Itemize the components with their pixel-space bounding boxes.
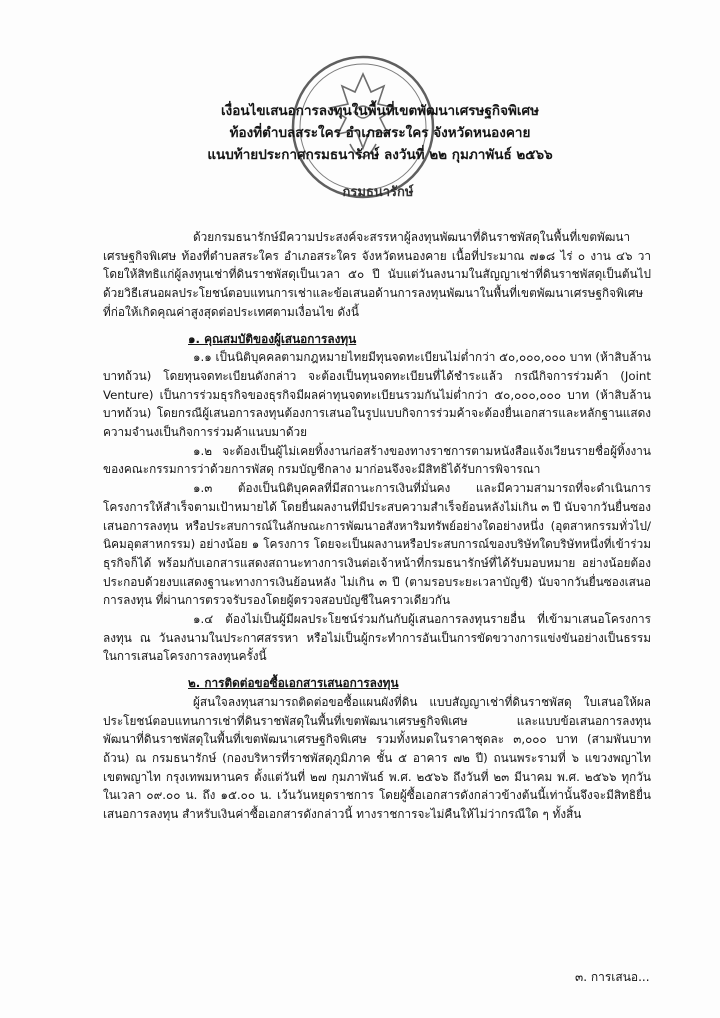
section-1-item-4: ๑.๔ ต้องไม่เป็นผู้มีผลประโยชน์ร่วมกันกับผู้เสนอการลงทุนรายอื่น ที่เข้ามาเสนอโครงการลงทุน ณ วันลงนามในประกาศสรรหา หรือไม่เป็นผู้กระทำการอันเป็นการขัดขวางการแข่งขันอย่างเป็นธรรมในการเสนอโครงการลงทุนครั้งนี้: [103, 612, 651, 664]
section-2-title: ๒. การติดต่อขอซื้อเอกสารเสนอการลงทุน: [188, 676, 399, 691]
continuation-note: ๓. การเสนอ...: [575, 970, 650, 984]
intro-paragraph: ด้วยกรมธนารักษ์มีความประสงค์จะสรรหาผู้ลงทุนพัฒนาที่ดินราชพัสดุในพื้นที่เขตพัฒนาเศรษฐกิจพิเศษ ท้องที่ตำบลสระใคร อำเภอสระใคร จังหวัดหนองคาย เนื้อที่ประมาณ ๗๑๘ ไร่ ๐ งาน ๔๖ วา โดยให้สิทธิแก่ผู้ลงทุนเช่าที่ดินราชพัสดุเป็นเวลา ๕๐ ปี นับแต่วันลงนามในสัญญาเช่าที่ดินราชพัสดุเป็นต้นไป ด้วยวิธีเสนอผลประโยชน์ตอบแทนการเช่าและข้อเสนอด้านการลงทุนพัฒนาในพื้นที่เขตพัฒนาเศรษฐกิจพิเศษ ที่ก่อให้เกิดคุณค่าสูงสุดต่อประเทศตามเงื่อนไข ดังนี้: [103, 230, 651, 319]
section-1-title: ๑. คุณสมบัติของผู้เสนอการลงทุน: [188, 331, 357, 346]
seal-label: กรมธนารักษ์: [342, 185, 414, 200]
section-1-item-1: ๑.๑ เป็นนิติบุคคลตามกฎหมายไทยมีทุนจดทะเบียนไม่ต่ำกว่า ๕๐,๐๐๐,๐๐๐ บาท (ห้าสิบล้านบาทถ้วน) โดยทุนจดทะเบียนดังกล่าว จะต้องเป็นทุนจดทะเบียนที่ได้ชำระแล้ว กรณีกิจการร่วมค้า (Joint Venture) เป็นการร่วมธุรกิจของธุรกิจมีผลค่าทุนจดทะเบียนรวมกันไม่ต่ำกว่า ๕๐,๐๐๐,๐๐๐ บาท (ห้าสิบล้านบาทถ้วน) โดยกรณีผู้เสนอการลงทุนต้องการเสนอในรูปแบบกิจการร่วมค้าจะต้องยื่นเอกสารและหลักฐานแสดงความจำนงเป็นกิจการร่วมค้าแนบมาด้วย: [103, 350, 651, 440]
section-1-item-2: ๑.๒ จะต้องเป็นผู้ไม่เคยทิ้งงานก่อสร้างของทางราชการตามหนังสือแจ้งเวียนรายชื่อผู้ทิ้งงานของคณะกรรมการว่าด้วยการพัสดุ กรมบัญชีกลาง มาก่อนจึงจะมีสิทธิได้รับการพิจารณา: [103, 443, 651, 477]
header-line-1: เงื่อนไขเสนอการลงทุนในพื้นที่เขตพัฒนาเศรษฐกิจพิเศษ: [221, 103, 539, 119]
header-line-3: แนบท้ายประกาศกรมธนารักษ์ ลงวันที่ ๒๒ กุมภาพันธ์ ๒๕๖๖: [207, 147, 553, 163]
document-body: [103, 228, 651, 824]
section-1-item-3: ๑.๓ ต้องเป็นนิติบุคคลที่มีสถานะการเงินที่มั่นคง และมีความสามารถที่จะดำเนินการโครงการให้สำเร็จตามเป้าหมายได้ โดยยื่นผลงานที่มีประสบความสำเร็จย้อนหลังไม่เกิน ๓ ปี นับจากวันยื่นซองเสนอการลงทุน หรือประสบการณ์ในลักษณะการพัฒนาอสังหาริมทรัพย์อย่างใดอย่างหนึ่ง (อุตสาหกรรมทั่วไป/นิคมอุตสาหกรรม) อย่างน้อย ๑ โครงการ โดยจะเป็นผลงานหรือประสบการณ์ของบริษัทใดบริษัทหนึ่งที่เข้าร่วมธุรกิจก็ได้ พร้อมกับเอกสารแสดงสถานะทางการเงินต่อเจ้าหน้าที่กรมธนารักษ์ที่ได้รับมอบหมาย อย่างน้อยต้องประกอบด้วยงบแสดงฐานะทางการเงินย้อนหลัง ไม่เกิน ๓ ปี (ตามรอบระยะเวลาบัญชี) นับจากวันยื่นซองเสนอการลงทุน ที่ผ่านการตรวจรับรองโดยผู้ตรวจสอบบัญชีในคราวเดียวกัน: [103, 481, 651, 608]
section-2-body: ผู้สนใจลงทุนสามารถติดต่อขอซื้อแผนผังที่ดิน แบบสัญญาเช่าที่ดินราชพัสดุ ใบเสนอให้ผลประโยชน์ตอบแทนการเช่าที่ดินราชพัสดุในพื้นที่เขตพัฒนาเศรษฐกิจพิเศษ และแบบข้อเสนอการลงทุนพัฒนาที่ดินราชพัสดุในพื้นที่เขตพัฒนาเศรษฐกิจพิเศษ รวมทั้งหมดในราคาชุดละ ๓,๐๐๐ บาท (สามพันบาทถ้วน) ณ กรมธนารักษ์ (กองบริหารที่ราชพัสดุภูมิภาค ชั้น ๕ อาคาร ๗๒ ปี) ถนนพระรามที่ ๖ แขวงพญาไท เขตพญาไท กรุงเทพมหานคร ตั้งแต่วันที่ ๒๗ กุมภาพันธ์ พ.ศ. ๒๕๖๖ ถึงวันที่ ๒๓ มีนาคม พ.ศ. ๒๕๖๖ ทุกวันในเวลา ๐๙.๐๐ น. ถึง ๑๕.๐๐ น. เว้นวันหยุดราชการ โดยผู้ซื้อเอกสารดังกล่าวข้างต้นนี้เท่านั้นจึงจะมีสิทธิยื่นเสนอการลงทุน สำหรับเงินค่าซื้อเอกสารดังกล่าวนี้ ทางราชการจะไม่คืนให้ไม่ว่ากรณีใด ๆ ทั้งสิ้น: [103, 694, 651, 822]
header-line-2: ท้องที่ตำบลสระใคร อำเภอสระใคร จังหวัดหนองคาย: [229, 125, 531, 141]
document-header: [120, 100, 640, 166]
